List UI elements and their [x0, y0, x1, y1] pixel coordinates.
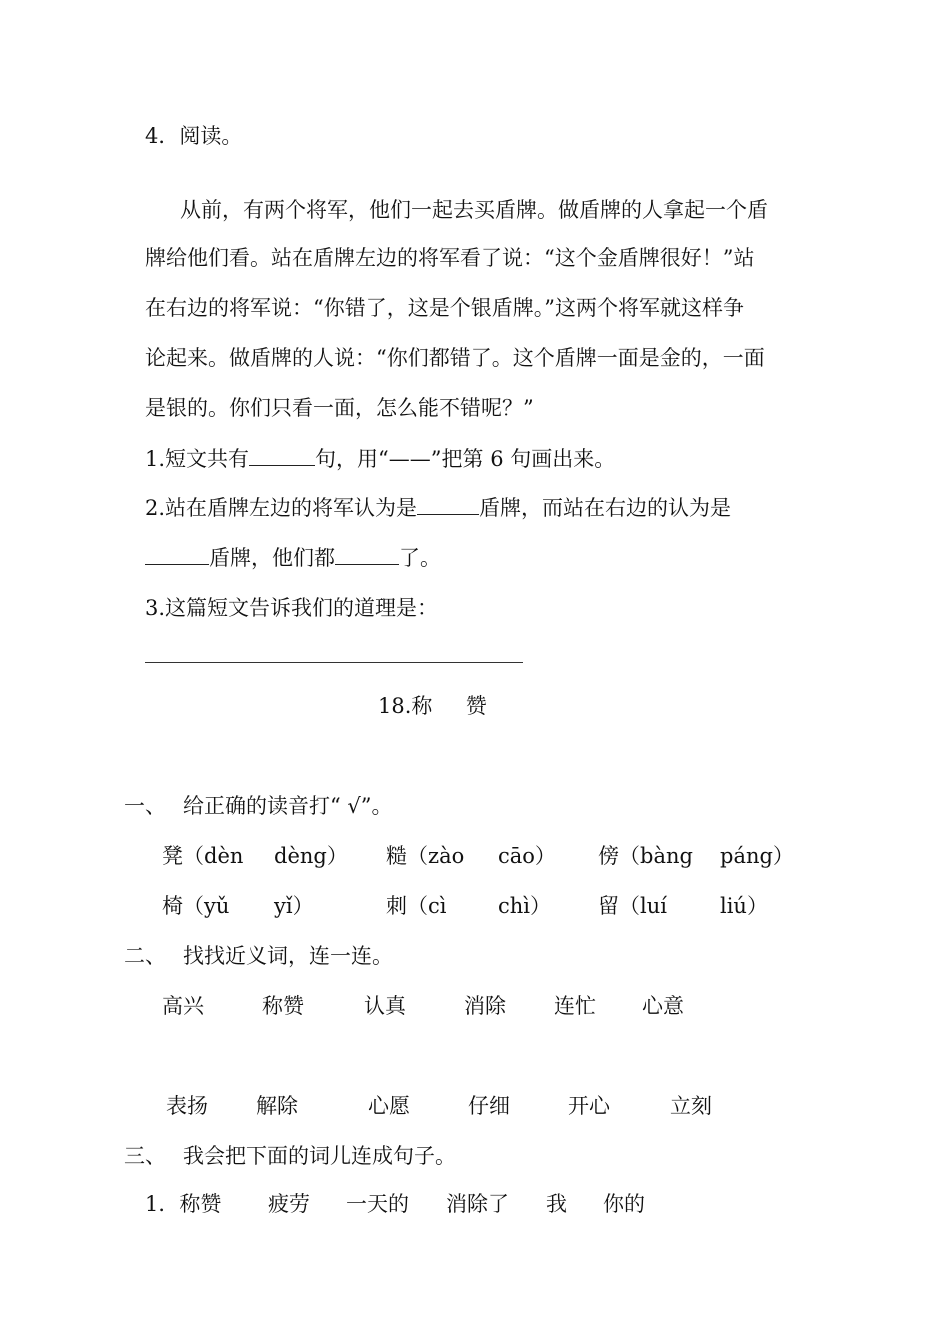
pinyin-option: 椅（yǔ	[162, 894, 230, 918]
answer-blank[interactable]	[417, 496, 479, 515]
synonym-word-top[interactable]: 心意	[642, 994, 684, 1018]
sentence-word: 1．称赞	[145, 1192, 222, 1216]
synonym-word-bottom[interactable]: 开心	[568, 1094, 610, 1118]
question-2-text-d: 了。	[399, 546, 441, 570]
answer-blank[interactable]	[335, 546, 399, 565]
pinyin-option: 糙（zào	[386, 844, 465, 868]
pinyin-option: 刺（cì	[386, 894, 447, 918]
synonym-word-top[interactable]: 称赞	[262, 994, 304, 1018]
pinyin-option: 傍（bàng	[598, 844, 693, 868]
sentence-word: 一天的	[346, 1192, 409, 1216]
answer-line[interactable]	[145, 662, 523, 663]
question-2-cont	[145, 544, 441, 572]
section-2-instruction: 找找近义词，连一连。	[183, 944, 393, 968]
synonym-word-bottom[interactable]: 解除	[256, 1094, 298, 1118]
reading-heading: 4．阅读。	[145, 124, 243, 148]
question-2-text-b: 盾牌，而站在右边的认为是	[479, 496, 732, 520]
sentence-word: 我	[546, 1192, 567, 1216]
pinyin-option: dèng）	[274, 844, 348, 868]
passage-line: 在右边的将军说：“你错了，这是个银盾牌。”这两个将军就这样争	[145, 296, 744, 320]
section-3-instruction: 我会把下面的词儿连成句子。	[183, 1144, 456, 1168]
synonym-word-bottom[interactable]: 心愿	[368, 1094, 410, 1118]
sentence-word: 消除了	[446, 1192, 509, 1216]
pinyin-option: chì）	[498, 894, 552, 918]
sentence-word: 你的	[603, 1192, 645, 1216]
pinyin-option: páng）	[720, 844, 794, 868]
sentence-word: 疲劳	[268, 1192, 310, 1216]
answer-blank[interactable]	[145, 546, 209, 565]
synonym-word-top[interactable]: 消除	[464, 994, 506, 1018]
passage-line: 是银的。你们只看一面，怎么能不错呢？”	[145, 396, 534, 420]
pinyin-option: liú）	[720, 894, 768, 918]
question-1-text-a: 1.短文共有	[145, 447, 250, 471]
question-2-text-a: 2.站在盾牌左边的将军认为是	[145, 496, 418, 520]
question-3: 3.这篇短文告诉我们的道理是：	[145, 596, 439, 620]
passage-line: 牌给他们看。站在盾牌左边的将军看了说：“这个金盾牌很好！”站	[145, 246, 755, 270]
question-2-text-c: 盾牌，他们都	[209, 546, 335, 570]
section-1-label: 一、	[124, 794, 166, 818]
passage-line: 从前，有两个将军，他们一起去买盾牌。做盾牌的人拿起一个盾	[180, 198, 768, 222]
question-2	[145, 494, 731, 522]
pinyin-option: cāo）	[498, 844, 556, 868]
lesson-title: 18.称 赞	[378, 694, 487, 718]
synonym-word-top[interactable]: 连忙	[554, 994, 596, 1018]
question-1	[145, 445, 615, 473]
passage-line: 论起来。做盾牌的人说：“你们都错了。这个盾牌一面是金的，一面	[145, 346, 765, 370]
synonym-word-top[interactable]: 高兴	[162, 994, 204, 1018]
section-1-instruction: 给正确的读音打“ √”。	[183, 794, 393, 818]
synonym-word-bottom[interactable]: 仔细	[468, 1094, 510, 1118]
answer-blank[interactable]	[249, 447, 315, 466]
question-1-text-b: 句，用“——”把第 6 句画出来。	[315, 447, 616, 471]
section-3-label: 三、	[124, 1144, 166, 1168]
pinyin-option: yǐ）	[274, 894, 314, 918]
synonym-word-bottom[interactable]: 表扬	[166, 1094, 208, 1118]
synonym-word-top[interactable]: 认真	[364, 994, 406, 1018]
pinyin-option: 凳（dèn	[162, 844, 244, 868]
pinyin-option: 留（luí	[598, 894, 667, 918]
synonym-word-bottom[interactable]: 立刻	[670, 1094, 712, 1118]
section-2-label: 二、	[124, 944, 166, 968]
